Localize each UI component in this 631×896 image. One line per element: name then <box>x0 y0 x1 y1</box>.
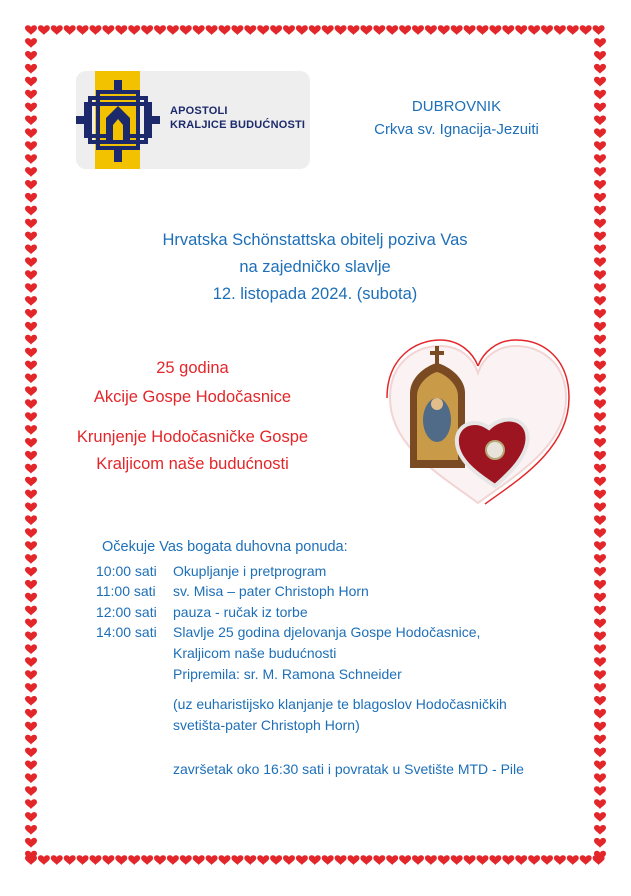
border-heart-icon <box>594 722 606 732</box>
border-heart-icon <box>477 855 489 865</box>
border-heart-icon <box>594 490 606 500</box>
border-heart-icon <box>594 593 606 603</box>
border-heart-icon <box>25 567 37 577</box>
border-heart-icon <box>528 25 540 35</box>
border-heart-icon <box>25 219 37 229</box>
border-heart-icon <box>477 25 489 35</box>
border-heart-icon <box>90 855 102 865</box>
heart-shrine-image <box>385 338 571 510</box>
border-heart-icon <box>25 386 37 396</box>
border-heart-icon <box>594 386 606 396</box>
border-heart-icon <box>25 412 37 422</box>
border-heart-icon <box>594 657 606 667</box>
border-heart-icon <box>594 696 606 706</box>
border-heart-icon <box>283 25 295 35</box>
border-heart-icon <box>231 25 243 35</box>
logo <box>76 71 310 169</box>
border-heart-icon <box>425 855 437 865</box>
border-heart-icon <box>594 438 606 448</box>
border-heart-icon <box>219 855 231 865</box>
border-heart-icon <box>515 855 527 865</box>
border-heart-icon <box>257 855 269 865</box>
border-heart-icon <box>541 855 553 865</box>
border-heart-icon <box>567 25 579 35</box>
border-heart-icon <box>594 786 606 796</box>
border-heart-icon <box>25 244 37 254</box>
border-heart-icon <box>594 154 606 164</box>
border-heart-icon <box>25 528 37 538</box>
closing-line: završetak oko 16:30 sati i povratak u Svetište MTD - Pile <box>173 761 524 777</box>
border-heart-icon <box>270 855 282 865</box>
border-heart-icon <box>594 760 606 770</box>
location-church: Crkva sv. Ignacija-Jezuiti <box>374 121 539 138</box>
border-heart-icon <box>489 855 501 865</box>
border-heart-icon <box>167 25 179 35</box>
invitation-date: 12. listopada 2024. (subota) <box>212 285 418 303</box>
border-heart-icon <box>438 855 450 865</box>
border-heart-icon <box>594 567 606 577</box>
logo-line2: KRALJICE BUDUĆNOSTI <box>170 119 306 131</box>
border-heart-icon <box>25 451 37 461</box>
border-heart-icon <box>594 128 606 138</box>
border-heart-icon <box>64 25 76 35</box>
border-heart-icon <box>193 855 205 865</box>
border-heart-icon <box>554 855 566 865</box>
border-heart-icon <box>102 25 114 35</box>
border-heart-icon <box>25 760 37 770</box>
border-heart-icon <box>594 206 606 216</box>
border-heart-icon <box>25 799 37 809</box>
schedule-desc: pauza - ručak iz torbe <box>173 604 308 620</box>
schedule-desc: Okupljanje i pretprogram <box>173 563 327 579</box>
border-heart-icon <box>25 490 37 500</box>
border-heart-icon <box>594 709 606 719</box>
border-heart-icon <box>25 644 37 654</box>
border-heart-icon <box>25 322 37 332</box>
border-heart-icon <box>25 748 37 758</box>
border-heart-icon <box>322 25 334 35</box>
border-heart-icon <box>594 825 606 835</box>
border-heart-icon <box>25 361 37 371</box>
border-heart-icon <box>464 855 476 865</box>
border-heart-icon <box>594 528 606 538</box>
border-heart-icon <box>193 25 205 35</box>
border-heart-icon <box>231 855 243 865</box>
border-heart-icon <box>594 515 606 525</box>
logo-text <box>170 104 305 132</box>
border-heart-icon <box>594 51 606 61</box>
border-heart-icon <box>412 25 424 35</box>
schedule-time: 14:00 sati <box>96 624 157 640</box>
border-heart-icon <box>594 631 606 641</box>
border-heart-icon <box>594 606 606 616</box>
border-heart-icon <box>51 25 63 35</box>
schedule-row <box>96 622 480 642</box>
border-heart-icon <box>502 855 514 865</box>
schedule-time: 11:00 sati <box>96 583 156 599</box>
border-heart-icon <box>594 425 606 435</box>
border-heart-icon <box>25 103 37 113</box>
schedule-row <box>96 561 326 581</box>
border-heart-icon <box>102 855 114 865</box>
border-heart-icon <box>25 257 37 267</box>
border-heart-icon <box>594 232 606 242</box>
border-heart-icon <box>25 773 37 783</box>
prepared-by: Pripremila: sr. M. Ramona Schneider <box>173 666 402 682</box>
border-heart-icon <box>25 193 37 203</box>
border-heart-icon <box>594 399 606 409</box>
border-heart-icon <box>386 855 398 865</box>
schedule-desc: sv. Misa – pater Christoph Horn <box>173 583 369 599</box>
border-heart-icon <box>25 335 37 345</box>
border-heart-icon <box>257 25 269 35</box>
border-heart-icon <box>25 580 37 590</box>
border-heart-icon <box>335 25 347 35</box>
border-heart-icon <box>25 180 37 190</box>
border-heart-icon <box>594 90 606 100</box>
border-heart-icon <box>594 309 606 319</box>
border-heart-icon <box>515 25 527 35</box>
schedule-time: 10:00 sati <box>96 563 157 579</box>
border-heart-icon <box>594 219 606 229</box>
border-heart-icon <box>25 309 37 319</box>
border-heart-icon <box>25 296 37 306</box>
border-heart-icon <box>25 464 37 474</box>
border-heart-icon <box>438 25 450 35</box>
border-heart-icon <box>25 154 37 164</box>
border-heart-icon <box>25 115 37 125</box>
border-heart-icon <box>296 855 308 865</box>
border-heart-icon <box>594 670 606 680</box>
schedule-row <box>96 581 369 601</box>
border-heart-icon <box>594 193 606 203</box>
border-heart-icon <box>594 683 606 693</box>
border-heart-icon <box>594 348 606 358</box>
border-heart-icon <box>128 855 140 865</box>
border-heart-icon <box>594 412 606 422</box>
border-heart-icon <box>244 25 256 35</box>
border-heart-icon <box>296 25 308 35</box>
border-heart-icon <box>373 855 385 865</box>
location-city: DUBROVNIK <box>411 98 502 115</box>
border-heart-icon <box>219 25 231 35</box>
border-heart-icon <box>594 322 606 332</box>
border-heart-icon <box>594 541 606 551</box>
border-heart-icon <box>528 855 540 865</box>
program-intro: Očekuje Vas bogata duhovna ponuda: <box>102 539 348 555</box>
border-heart-icon <box>594 103 606 113</box>
anniversary-line2: Akcije Gospe Hodočasnice <box>93 388 292 406</box>
schedule-row <box>96 602 308 622</box>
crowning-line1: Krunjenje Hodočasničke Gospe <box>76 428 309 446</box>
border-heart-icon <box>541 25 553 35</box>
border-heart-icon <box>594 335 606 345</box>
border-heart-icon <box>386 25 398 35</box>
border-heart-icon <box>594 619 606 629</box>
invitation-line1: Hrvatska Schönstattska obitelj poziva Vas <box>162 231 468 249</box>
border-heart-icon <box>335 855 347 865</box>
border-heart-icon <box>38 855 50 865</box>
border-heart-icon <box>360 855 372 865</box>
border-heart-icon <box>580 25 592 35</box>
border-heart-icon <box>594 296 606 306</box>
border-heart-icon <box>593 25 605 35</box>
border-heart-icon <box>594 115 606 125</box>
border-heart-icon <box>25 657 37 667</box>
border-heart-icon <box>64 855 76 865</box>
border-heart-icon <box>25 786 37 796</box>
border-heart-icon <box>554 25 566 35</box>
crowning-line2: Kraljicom naše budućnosti <box>96 455 289 473</box>
border-heart-icon <box>594 283 606 293</box>
border-heart-icon <box>25 593 37 603</box>
border-heart-icon <box>128 25 140 35</box>
border-heart-icon <box>25 606 37 616</box>
border-heart-icon <box>25 619 37 629</box>
border-heart-icon <box>25 541 37 551</box>
border-heart-icon <box>25 825 37 835</box>
invitation-line2: na zajedničko slavlje <box>239 258 391 276</box>
border-heart-icon <box>580 855 592 865</box>
border-heart-icon <box>594 502 606 512</box>
schedule-continuation: Kraljicom naše budućnosti <box>173 645 337 661</box>
border-heart-icon <box>25 515 37 525</box>
border-heart-icon <box>594 38 606 48</box>
border-heart-icon <box>90 25 102 35</box>
border-heart-icon <box>594 464 606 474</box>
anniversary-line1: 25 godina <box>156 359 229 377</box>
border-heart-icon <box>594 244 606 254</box>
border-heart-icon <box>25 399 37 409</box>
border-heart-icon <box>451 25 463 35</box>
border-heart-icon <box>348 855 360 865</box>
border-heart-icon <box>25 735 37 745</box>
border-heart-icon <box>373 25 385 35</box>
border-heart-icon <box>25 683 37 693</box>
border-heart-icon <box>594 257 606 267</box>
border-heart-icon <box>594 167 606 177</box>
border-heart-icon <box>451 855 463 865</box>
note-line2: svetišta-pater Christoph Horn) <box>173 717 360 733</box>
shrine-logo-icon <box>76 80 170 162</box>
border-heart-icon <box>594 451 606 461</box>
border-heart-icon <box>594 77 606 87</box>
border-heart-icon <box>25 373 37 383</box>
border-heart-icon <box>25 838 37 848</box>
border-heart-icon <box>77 855 89 865</box>
border-heart-icon <box>167 855 179 865</box>
border-heart-icon <box>502 25 514 35</box>
border-heart-icon <box>25 90 37 100</box>
border-heart-icon <box>594 477 606 487</box>
border-heart-icon <box>25 51 37 61</box>
logo-line1: APOSTOLI <box>170 105 228 117</box>
border-heart-icon <box>309 25 321 35</box>
border-heart-icon <box>38 25 50 35</box>
border-heart-icon <box>115 25 127 35</box>
border-heart-icon <box>25 25 37 35</box>
border-heart-icon <box>25 283 37 293</box>
border-heart-icon <box>115 855 127 865</box>
border-heart-icon <box>594 644 606 654</box>
note-line1: (uz euharistijsko klanjanje te blagoslov Hodočasničkih <box>173 696 507 712</box>
border-heart-icon <box>360 25 372 35</box>
border-heart-icon <box>206 25 218 35</box>
border-heart-icon <box>141 25 153 35</box>
schedule-time: 12:00 sati <box>96 604 157 620</box>
border-heart-icon <box>25 631 37 641</box>
border-heart-icon <box>25 722 37 732</box>
border-heart-icon <box>322 855 334 865</box>
border-heart-icon <box>25 64 37 74</box>
border-heart-icon <box>594 141 606 151</box>
border-heart-icon <box>399 25 411 35</box>
border-heart-icon <box>348 25 360 35</box>
border-heart-icon <box>25 554 37 564</box>
border-heart-icon <box>206 855 218 865</box>
border-heart-icon <box>270 25 282 35</box>
border-heart-icon <box>594 361 606 371</box>
border-heart-icon <box>25 438 37 448</box>
border-heart-icon <box>77 25 89 35</box>
border-heart-icon <box>594 799 606 809</box>
border-heart-icon <box>180 855 192 865</box>
border-heart-icon <box>51 855 63 865</box>
border-heart-icon <box>594 180 606 190</box>
border-heart-icon <box>25 477 37 487</box>
border-heart-icon <box>594 580 606 590</box>
border-heart-icon <box>594 554 606 564</box>
border-heart-icon <box>399 855 411 865</box>
border-heart-icon <box>594 773 606 783</box>
border-heart-icon <box>25 232 37 242</box>
border-heart-icon <box>25 167 37 177</box>
border-heart-icon <box>567 855 579 865</box>
border-heart-icon <box>25 141 37 151</box>
border-heart-icon <box>25 812 37 822</box>
border-heart-icon <box>25 670 37 680</box>
border-heart-icon <box>25 206 37 216</box>
border-heart-icon <box>594 838 606 848</box>
border-heart-icon <box>594 748 606 758</box>
border-heart-icon <box>425 25 437 35</box>
border-heart-icon <box>25 38 37 48</box>
border-heart-icon <box>283 855 295 865</box>
border-heart-icon <box>594 270 606 280</box>
border-heart-icon <box>141 855 153 865</box>
schedule-desc: Slavlje 25 godina djelovanja Gospe Hodočasnice, <box>173 624 481 640</box>
border-heart-icon <box>180 25 192 35</box>
border-heart-icon <box>594 812 606 822</box>
border-heart-icon <box>25 270 37 280</box>
border-heart-icon <box>464 25 476 35</box>
border-heart-icon <box>25 128 37 138</box>
border-heart-icon <box>154 25 166 35</box>
border-heart-icon <box>25 502 37 512</box>
border-heart-icon <box>25 709 37 719</box>
border-heart-icon <box>154 855 166 865</box>
border-heart-icon <box>25 425 37 435</box>
border-heart-icon <box>489 25 501 35</box>
border-heart-icon <box>309 855 321 865</box>
border-heart-icon <box>25 77 37 87</box>
border-heart-icon <box>594 735 606 745</box>
border-heart-icon <box>594 373 606 383</box>
border-heart-icon <box>594 64 606 74</box>
border-heart-icon <box>412 855 424 865</box>
border-heart-icon <box>25 348 37 358</box>
border-heart-icon <box>25 696 37 706</box>
border-heart-icon <box>244 855 256 865</box>
